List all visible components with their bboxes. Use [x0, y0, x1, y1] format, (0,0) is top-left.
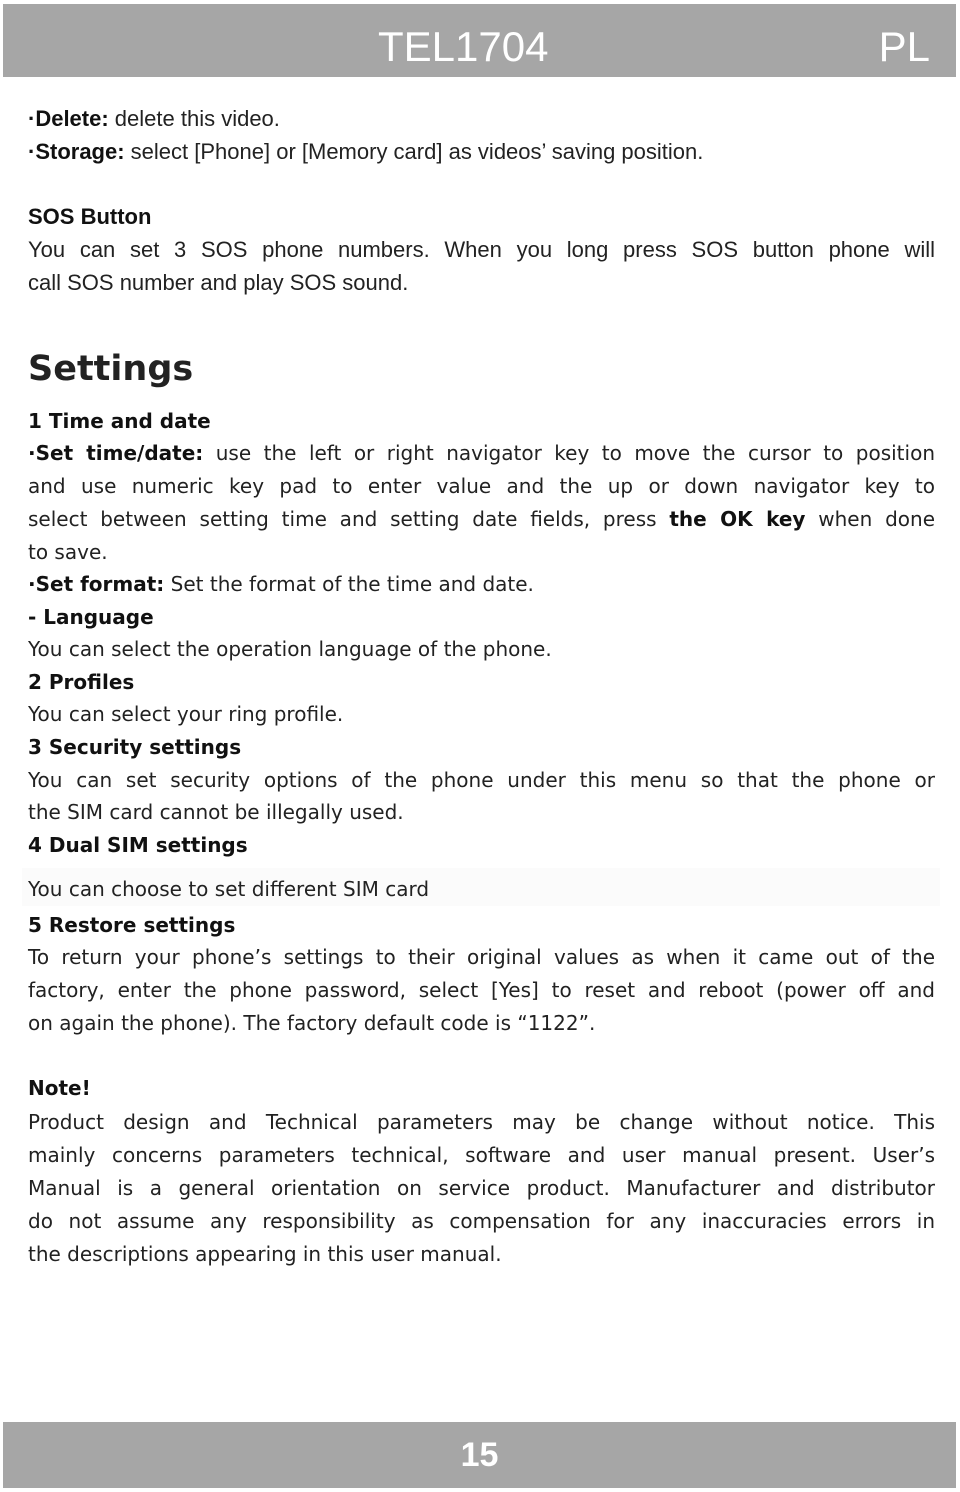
dual-sim-text: You can choose to set different SIM card — [28, 877, 430, 901]
page-number: 15 — [460, 1436, 499, 1474]
language-text: You can select the operation language of the phone. — [28, 637, 552, 661]
note-line-3: Manual is a general orientation on service product. Manufacturer and distributor — [28, 1176, 935, 1200]
language-heading: - Language — [28, 605, 154, 629]
time-date-heading: 1 Time and date — [28, 409, 211, 433]
note-line-1: Product design and Technical parameters may be change without notice. This — [28, 1110, 935, 1134]
set-time-line-4: to save. — [28, 540, 108, 564]
restore-line-2: factory, enter the phone password, select [Yes] to reset and reboot (power off and — [28, 978, 935, 1002]
set-time-line-1: ·Set time/date: use the left or right navigator key to move the cursor to position — [28, 441, 935, 465]
dual-sim-heading: 4 Dual SIM settings — [28, 833, 248, 857]
profiles-text: You can select your ring profile. — [28, 702, 344, 726]
set-time-label: ·Set time/date: — [28, 441, 204, 465]
settings-title: Settings — [28, 349, 194, 389]
header-language: PL — [878, 23, 930, 70]
restore-line-1: To return your phone’s settings to their original values as when it came out of the — [28, 945, 935, 969]
restore-line-3: on again the phone). The factory default code is “1122”. — [28, 1011, 596, 1035]
note-line-2: mainly concerns parameters technical, software and user manual present. User’s — [28, 1143, 935, 1167]
set-time-line-2: and use numeric key pad to enter value and the up or down navigator key to — [28, 474, 935, 498]
storage-label: ·Storage: — [28, 139, 125, 164]
header-model: TEL1704 — [378, 23, 549, 70]
set-format-line: ·Set format: Set the format of the time and date. — [28, 572, 534, 596]
sos-line-1: You can set 3 SOS phone numbers. When you long press SOS button phone will — [28, 237, 935, 262]
note-line-4: do not assume any responsibility as compensation for any inaccuracies errors in — [28, 1209, 935, 1233]
profiles-heading: 2 Profiles — [28, 670, 135, 694]
note-line-5: the descriptions appearing in this user manual. — [28, 1242, 502, 1266]
note-heading: Note! — [28, 1076, 91, 1100]
set-format-label: ·Set format: — [28, 572, 165, 596]
set-time-line-3: select between setting time and setting date fields, press the OK key when done — [28, 507, 936, 531]
sos-line-2: call SOS number and play SOS sound. — [28, 270, 409, 295]
delete-text: delete this video. — [108, 106, 280, 131]
restore-heading: 5 Restore settings — [28, 913, 236, 937]
security-heading: 3 Security settings — [28, 735, 242, 759]
security-line-1: You can set security options of the phone under this menu so that the phone or — [28, 768, 935, 792]
storage-line — [28, 137, 703, 167]
sos-heading: SOS Button — [28, 204, 152, 229]
page-footer — [3, 1422, 956, 1488]
delete-label: ·Delete: — [28, 106, 109, 131]
security-line-2: the SIM card cannot be illegally used. — [28, 800, 404, 824]
page-header — [3, 4, 956, 77]
delete-line — [28, 104, 280, 134]
storage-text: select [Phone] or [Memory card] as videos’ saving position. — [124, 139, 704, 164]
ok-key-text: the OK key — [669, 507, 806, 531]
